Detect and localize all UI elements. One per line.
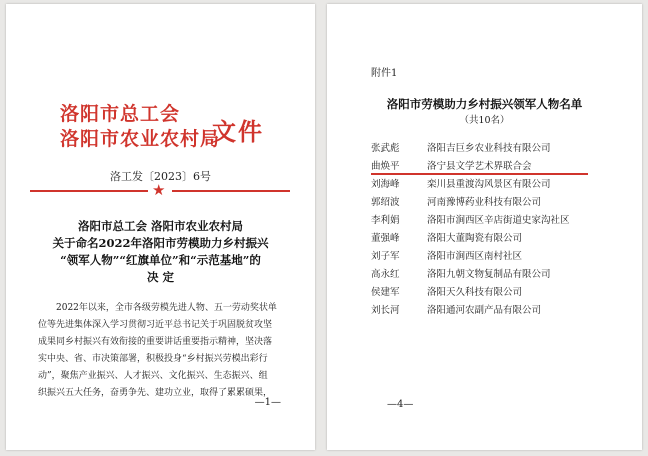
person-unit: 洛阳吉巨乡农业科技有限公司	[427, 143, 551, 154]
issuing-agencies-header	[60, 102, 220, 152]
header-agency-line: 洛阳市总工会	[60, 103, 181, 125]
list-item	[371, 140, 570, 158]
person-unit: 栾川县重渡沟风景区有限公司	[427, 179, 551, 190]
right-document-page	[327, 4, 642, 450]
person-unit: 洛阳通河农副产品有限公司	[427, 305, 542, 316]
person-name: 董强峰	[371, 233, 400, 244]
list-item	[371, 248, 570, 266]
body-line: 动”，聚焦产业振兴、人才振兴、文化振兴、生态振兴、组	[38, 371, 268, 381]
person-name: 刘长河	[371, 305, 400, 316]
document-number: 洛工发〔2023〕6号	[110, 170, 211, 183]
list-item	[371, 230, 570, 248]
document-body	[38, 300, 288, 402]
person-unit: 洛阳九朝文物复制品有限公司	[427, 269, 551, 280]
list-item	[371, 302, 570, 320]
document-title	[6, 218, 315, 286]
person-unit: 洛阳市涧西区南村社区	[427, 251, 523, 262]
roster-list	[371, 140, 570, 320]
left-document-page	[6, 4, 315, 450]
list-item	[371, 212, 570, 230]
list-item	[371, 176, 570, 194]
title-line: 关于命名2022年洛阳市劳模助力乡村振兴	[52, 236, 269, 250]
title-line: 洛阳市总工会 洛阳市农业农村局	[77, 219, 243, 233]
list-item	[371, 266, 570, 284]
star-icon: ★	[152, 181, 166, 199]
list-count: （共10名）	[459, 115, 510, 126]
person-name: 张武彪	[371, 143, 400, 154]
page-number: —4—	[387, 399, 414, 410]
body-line: 成果同乡村振兴有效衔接的重要讲话重要指示精神，坚决落	[38, 337, 273, 347]
list-title: 洛阳市劳模助力乡村振兴领军人物名单	[386, 97, 583, 111]
attachment-label: 附件1	[371, 68, 398, 79]
title-line: 决 定	[146, 270, 174, 284]
person-name: 高永红	[371, 269, 400, 280]
person-name: 曲焕平	[371, 161, 400, 172]
red-divider-right	[172, 190, 290, 192]
list-item	[371, 194, 570, 212]
body-line: 织振兴五大任务，奋勇争先、建功立业，取得了累累硕果，	[38, 388, 273, 398]
page-number: —1—	[254, 397, 281, 408]
person-name: 郭绍波	[371, 197, 400, 208]
title-line: “领军人物”“红旗单位”和“示范基地”的	[60, 253, 261, 267]
person-name: 刘海峰	[371, 179, 400, 190]
person-unit: 洛宁县文学艺术界联合会	[427, 161, 532, 172]
person-unit: 河南豫博药业科技有限公司	[427, 197, 542, 208]
red-highlight-underline	[371, 173, 588, 175]
person-name: 侯建军	[371, 287, 400, 298]
list-item	[371, 284, 570, 302]
header-agency-line: 洛阳市农业农村局	[60, 128, 221, 150]
body-line: 位等先进集体深入学习贯彻习近平总书记关于巩固脱贫攻坚	[38, 320, 273, 330]
list-item	[371, 158, 570, 176]
person-unit: 洛阳大董陶瓷有限公司	[427, 233, 523, 244]
person-unit: 洛阳市涧西区辛店街道史家沟社区	[427, 215, 570, 226]
document-header-suffix: 文件	[212, 117, 264, 146]
body-line: 实中央、省、市决策部署，积极投身“乡村振兴劳模出彩行	[38, 354, 268, 364]
person-name: 刘子军	[371, 251, 400, 262]
body-line: 2022年以来，全市各级劳模先进人物、五一劳动奖状单	[56, 303, 277, 313]
person-unit: 洛阳天久科技有限公司	[427, 287, 523, 298]
red-divider-left	[30, 190, 148, 192]
person-name: 李利娟	[371, 215, 400, 226]
